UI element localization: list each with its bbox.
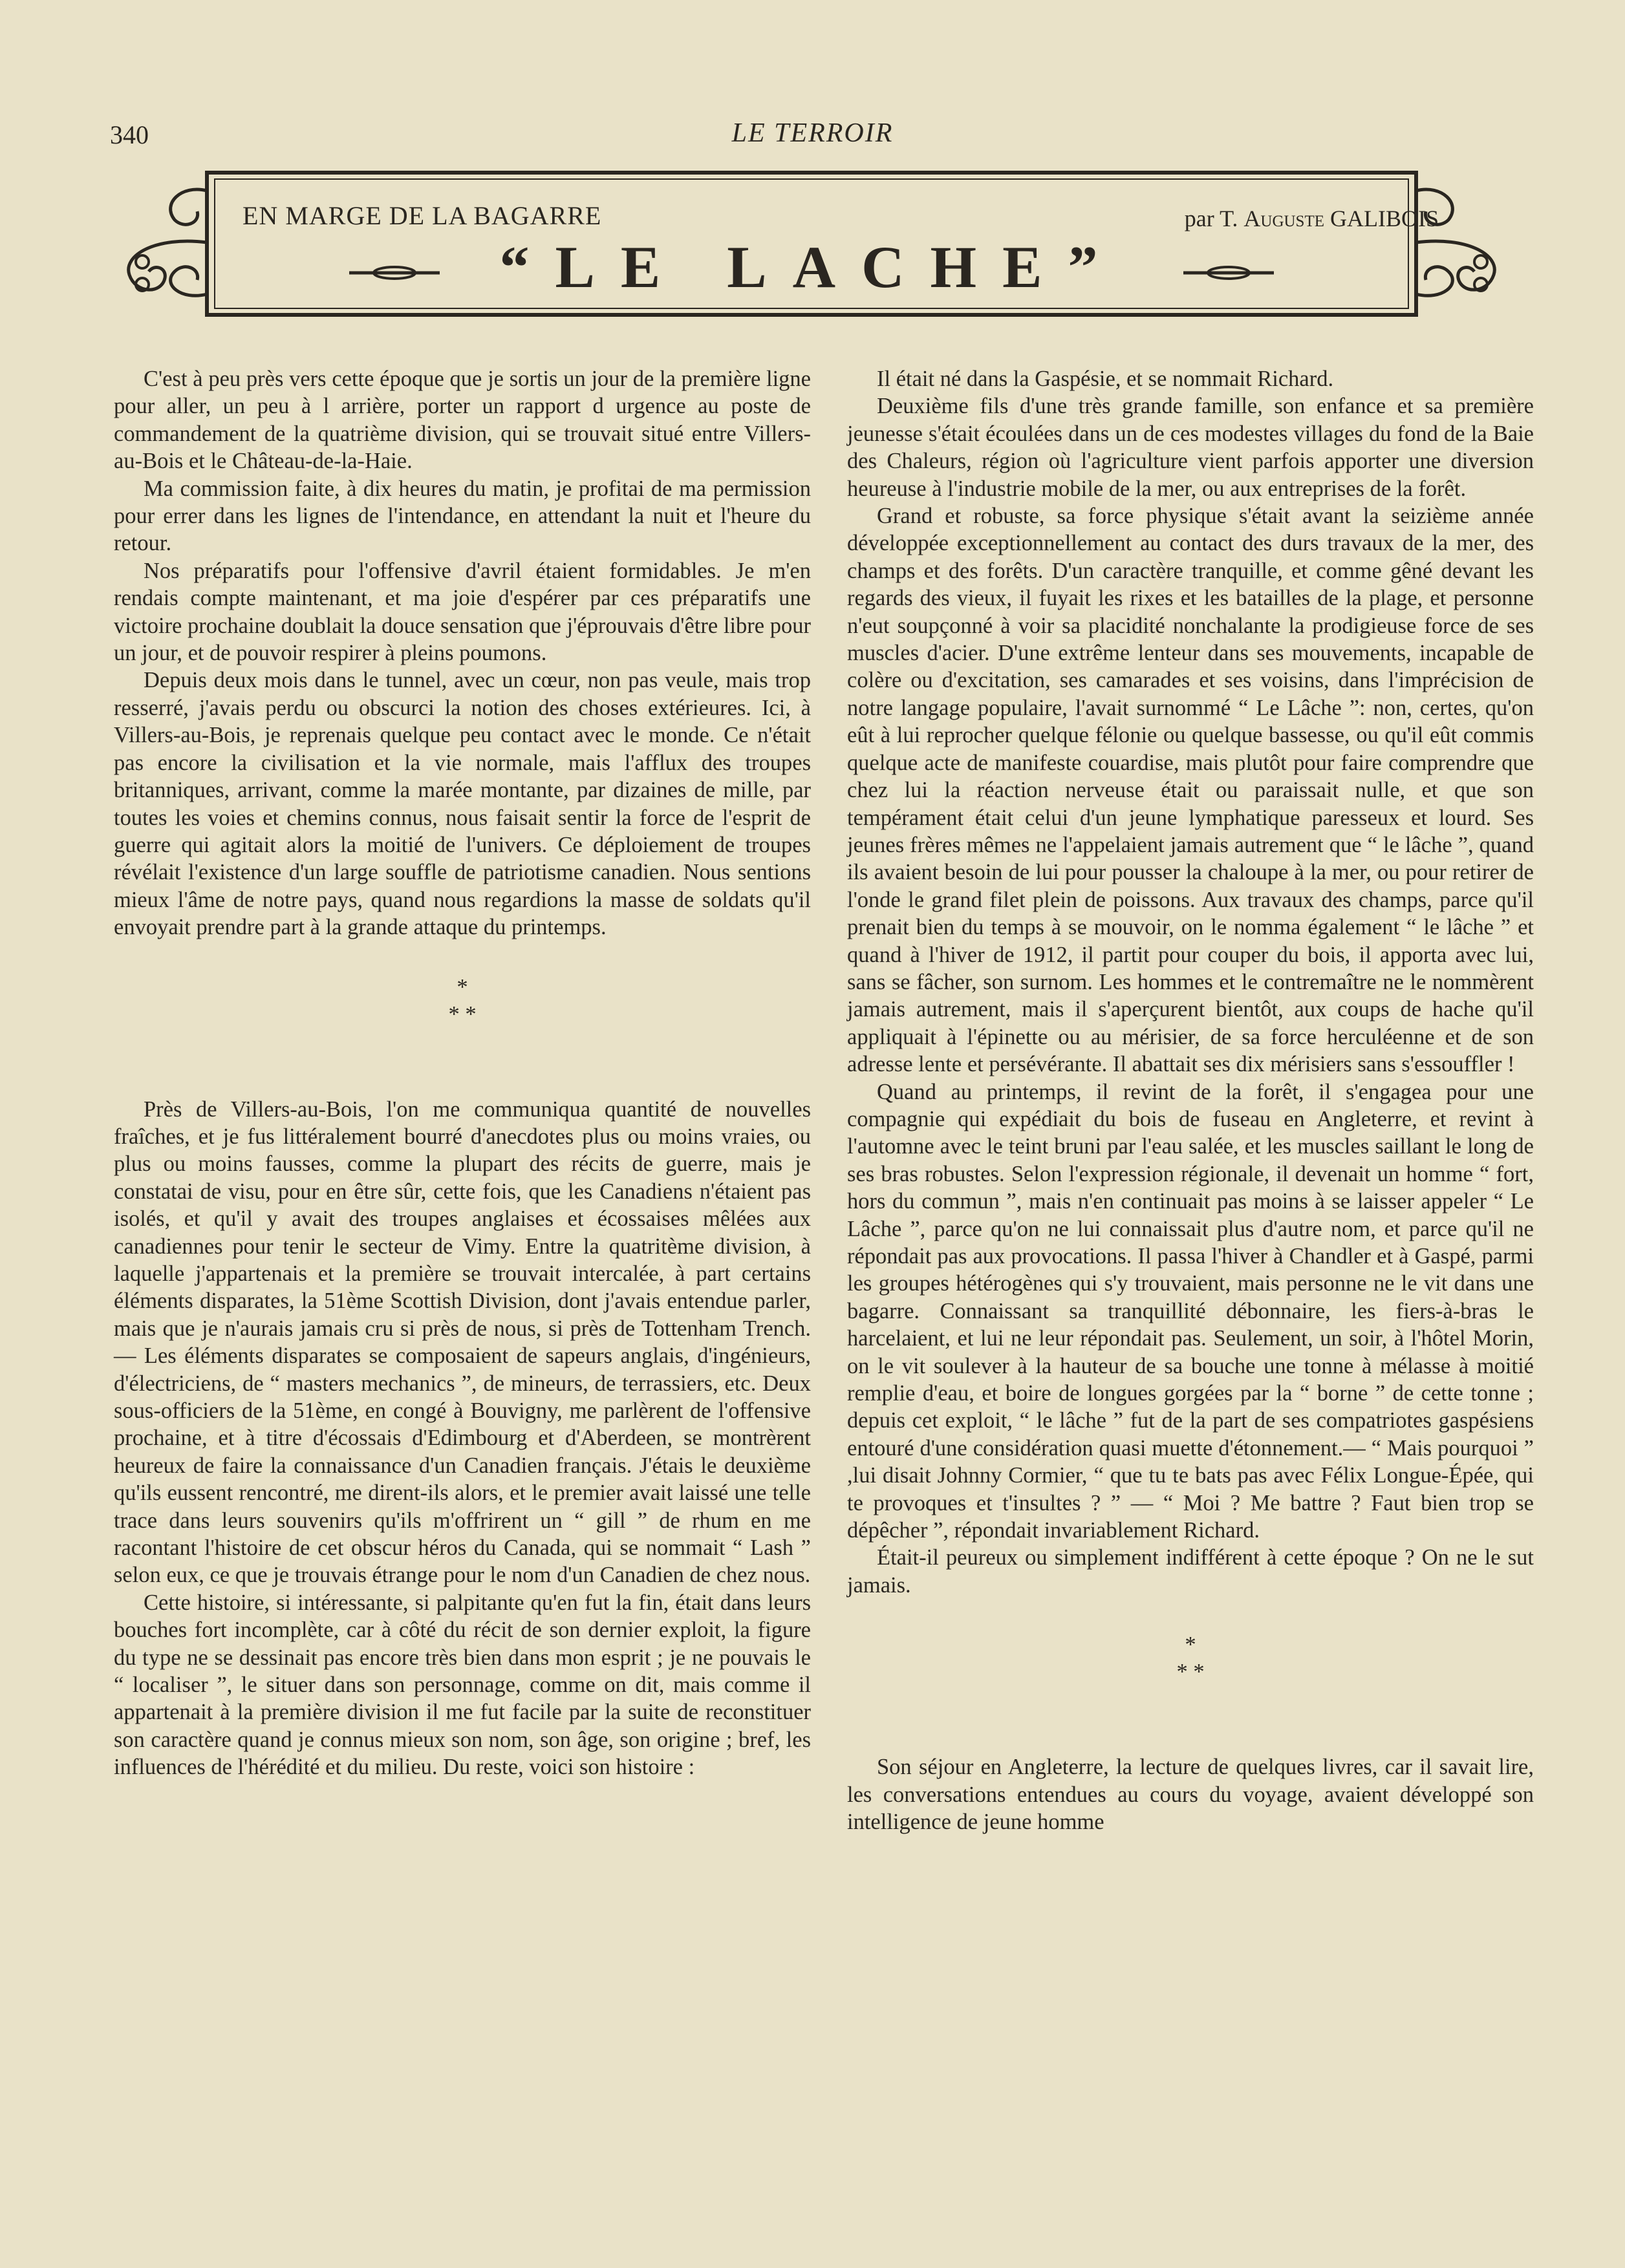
right-column	[847, 365, 1534, 1836]
article-title: “LE LACHE”	[499, 234, 1124, 300]
paragraph: Deuxième fils d'une très grande famille, son enfance et sa première jeunesse s'était écoulées dans un de ces modestes villages du fond de la Baie des Chaleurs, région où l'agriculture vient parfois apporter une diversion heureuse à l'industrie mobile de la mer, ou aux entreprises de la forêt.	[847, 394, 1534, 501]
section-separator-top: *	[1185, 1632, 1196, 1658]
running-title: LE TERROIR	[731, 118, 894, 148]
byline-surname: GALIBOIS	[1324, 206, 1439, 231]
left-column	[114, 365, 811, 1781]
paragraph: Ma commission faite, à dix heures du matin, je profitai de ma permission pour errer dans les lignes de l'intendance, en attendant la nuit et l'heure du retour.	[114, 476, 811, 556]
byline-prefix: par T.	[1184, 206, 1244, 231]
section-separator-bottom: * *	[1176, 1660, 1205, 1685]
paragraph: C'est à peu près vers cette époque que je sortis un jour de la première ligne pour aller, un peu à l arrière, porter un rapport d urgence au poste de commandement de la quatrième division, qui se trouvait situé entre Villers-au-Bois et le Château-de-la-Haie.	[114, 367, 811, 474]
page-number: 340	[110, 120, 149, 149]
paragraph: Depuis deux mois dans le tunnel, avec un cœur, non pas veule, mais trop resserré, j'avais perdu ou obscurci la notion des choses extérieures. Ici, à Villers-au-Bois, je reprenais quelque peu contact avec le monde. Ce n'était pas encore la civilisation et la vie normale, mais l'afflux des troupes britanniques, arrivant, comme la marée montante, par dizaines de mille, par toutes les voies et chemins connus, nous faisait sentir la force de l'esprit de guerre qui agitait alors la moitié de l'univers. Ce déploiement de troupes révélait l'existence d'un large souffle de patriotisme canadien. Nous sentions mieux l'âme de notre pays, quand nous regardions la masse de soldats qu'il envoyait prendre part à la grande attaque du printemps.	[114, 668, 811, 940]
byline-firstname: Auguste	[1243, 206, 1324, 231]
title-banner	[116, 165, 1507, 326]
section-separator-bottom: * *	[448, 1001, 477, 1027]
section-separator-top: *	[457, 974, 468, 1000]
paragraph: Quand au printemps, il revint de la forêt, il s'engagea pour une compagnie qui expédiait du bois de fuseau en Angleterre, et revint à l'automne avec le teint bruni par l'eau salée, et les muscles saillant le long de ses bras robustes. Selon l'expression régionale, il devenait un homme “ fort, hors du commun ”, mais n'en continuait pas moins à se laisser appeler “ Le Lâche ”, parce qu'on ne lui connaissait plus d'autre nom, et parce qu'il ne répondait pas aux provocations. Il passa l'hiver à Chandler et à Gaspé, parmi les groupes hétérogènes qui s'y trouvaient, mais personne ne le vit dans une bagarre. Connaissant sa tranquillité débonnaire, les fiers-à-bras le harcelaient, et lui ne leur répondait pas. Seulement, un soir, à l'hôtel Morin, on le vit soulever à la hauteur de sa bouche une tonne à mélasse à moitié remplie d'eau, et boire de longues gorgées par la “ borne ” de cette tonne ; depuis cet exploit, “ le lâche ” fut de la part de ses compatriotes gaspésiens entouré d'une considération quasi muette d'étonnement.— “ Mais pourquoi ” ,lui disait Johnny Cormier, “ que tu te bats pas avec Félix Longue-Épée, qui te provoques et t'insultes ? ” — “ Moi ? Me battre ? Faut bien trop se dépêcher ”, répondait invariablement Richard.	[847, 1079, 1534, 1543]
paragraph: Il était né dans la Gaspésie, et se nommait Richard.	[877, 367, 1334, 391]
paragraph: Grand et robuste, sa force physique s'était avant la seizième année développée exceptionnellement au contact des durs travaux de la mer, des champs et des forêts. D'un caractère tranquille, et comme gêné devant les regards des vieux, il fuyait les rixes et les batailles de la plage, et personne n'eut soupçonné à voir sa placidité nonchalante la prodigieuse force de ses muscles d'acier. D'une extrême lenteur dans ses mouvements, incapable de colère ou d'excitation, ses camarades et ses voisins, dans l'imprécision de notre langage populaire, l'avait surnommé “ Le Lâche ”: non, certes, qu'on eût à lui reprocher quelque félonie ou quelque bassesse, ou qu'il eût commis quelque acte de manifeste couardise, mais plutôt pour faire comprendre que chez lui la réaction nerveuse était ou paraissait nulle, et que son tempérament était celui d'un jeune lymphatique paresseux et lourd. Ses jeunes frères mêmes ne l'appelaient jamais autrement que “ le lâche ”, quand ils avaient besoin de lui pour pousser la chaloupe à la mer, ou pour retirer de l'onde le grand filet plein de poissons. Aux travaux des champs, parce qu'il prenait bien du temps à se mouvoir, on le nomma également “ le lâche ” et quand à l'hiver de 1912, il partit pour couper du bois, il apporta avec lui, sans se fâcher, son surnom. Les hommes et le contremaître ne le nommèrent jamais autrement, mais il s'aperçurent bientôt, aux coups de hache qu'il appliquait à l'épinette ou au mérisier, de sa force herculéenne et de son adresse lente et persévérante. Il abattait ses dix mérisiers sans s'essouffler !	[847, 504, 1534, 1077]
paragraph: Était-il peureux ou simplement indifférent à cette époque ? On ne le sut jamais.	[847, 1545, 1534, 1598]
section-label: EN MARGE DE LA BAGARRE	[242, 201, 602, 230]
paragraph: Cette histoire, si intéressante, si palpitante qu'en fut la fin, était dans leurs bouches fort incomplète, car à côté du récit de son dernier exploit, la figure du type ne se dessinait pas encore très bien dans mon esprit ; je ne pouvais le “ localiser ”, le situer dans son personnage, comme on dit, mais comme il appartenait à la première division il me fut facile par la suite de reconstituer son caractère quand je connus mieux son nom, son âge, son origine ; bref, les influences de l'hérédité et du milieu. Du reste, voici son histoire :	[114, 1590, 811, 1780]
paragraph: Près de Villers-au-Bois, l'on me communiqua quantité de nouvelles fraîches, et je fus littéralement bourré d'anecdotes plus ou moins vraies, ou plus ou moins fausses, comme la plupart des récits de guerre, mais je constatai de visu, pour en être sûr, cette fois, que les Canadiens n'étaient pas isolés, et qu'il y avait des troupes anglaises et écossaises mêlées aux canadiennes pour tenir le secteur de Vimy. Entre la quatritème division, à laquelle j'appartenais et la première se trouvait intercalée, à part certains éléments disparates, la 51ème Scottish Division, dont j'avais entendue parler, mais que je n'aurais jamais cru si près de nous, si près de Tottenham Trench.— Les éléments disparates se composaient de sapeurs anglais, d'ingénieurs, d'électriciens, de “ masters mechanics ”, de mineurs, de terrassiers, etc. Deux sous-officiers de la 51ème, en congé à Bouvigny, me parlèrent de l'offensive prochaine, et à titre d'écossais d'Edimbourg et d'Aberdeen, se montrèrent heureux de faire la connaissance d'un Canadien français. J'étais le deuxième qu'ils eussent rencontré, me dirent-ils alors, et le premier avait laissé une telle trace dans leurs souvenirs qu'ils m'offrirent un “ gill ” de rhum en me racontant l'histoire de cet obscur héros du Canada, qui se nommait “ Lash ” selon eux, ce que je trouvais étrange pour le nom d'un Canadien de chez nous.	[114, 1097, 811, 1588]
paragraph: Nos préparatifs pour l'offensive d'avril étaient formidables. Je m'en rendais compte maintenant, et ma joie d'espérer par ces préparatifs une victoire prochaine doublait la douce sensation que j'éprouvais d'être libre pour un jour, et de pouvoir respirer à pleins poumons.	[114, 558, 811, 666]
byline	[1185, 205, 1439, 232]
paragraph: Son séjour en Angleterre, la lecture de quelques livres, car il savait lire, les conversations entendues au cours du voyage, avaient développé son intelligence de jeune homme	[847, 1755, 1534, 1835]
